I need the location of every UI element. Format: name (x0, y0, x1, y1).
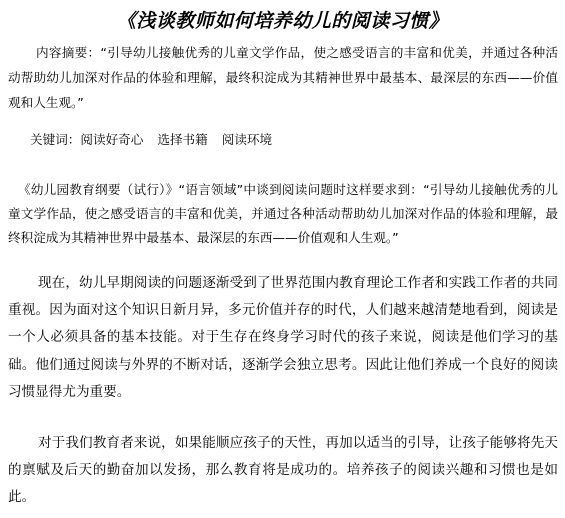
keyword-2: 选择书籍 (157, 132, 208, 147)
keywords-label: 关键词： (30, 132, 81, 147)
body-paragraph-1: 《幼儿园教育纲要（试行）》“语言领域”中谈到阅读问题时这样要求到：“引导幼儿接触优秀的儿童文学作品，使之感受语言的丰富和优美，并通过各种活动帮助幼儿加深对作品的体验和理解，最终积淀成为其精神世界中最基本、最深层的东西——价值观和人生观。” (8, 182, 558, 245)
keyword-3: 阅读环境 (221, 132, 273, 147)
keyword-1: 阅读好奇心 (80, 132, 144, 147)
keywords-line (30, 130, 550, 150)
body-paragraph-2: 现在，幼儿早期阅读的问题逐渐受到了世界范围内教育理论工作者和实践工作者的共同重视。因为面对这个知识日新月异，多元价值并存的时代，人们越来越清楚地看到，阅读是一个人必须具备的基本技能。对于生存在终身学习时代的孩子来说，阅读是他们学习的基础。他们通过阅读与外界的不断对话，逐渐学会独立思考。因此让他们养成一个良好的阅读习惯显得尤为重要。 (8, 275, 558, 400)
abstract-paragraph: 内容摘要：“引导幼儿接触优秀的儿童文学作品，使之感受语言的丰富和优美，并通过各种活动帮助幼儿加深对作品的体验和理解，最终积淀成为其精神世界中最基本、最深层的东西——价值观和人生观。” (8, 45, 558, 110)
body-paragraph-3: 对于我们教育者来说，如果能顺应孩子的天性，再加以适当的引导，让孩子能够将先天的禀赋及后天的勤奋加以发扬，那么教育将是成功的。培养孩子的阅读兴趣和习惯也是如此。 (8, 435, 558, 506)
document-title: 《浅谈教师如何培养幼儿的阅读习惯》 (116, 10, 449, 32)
